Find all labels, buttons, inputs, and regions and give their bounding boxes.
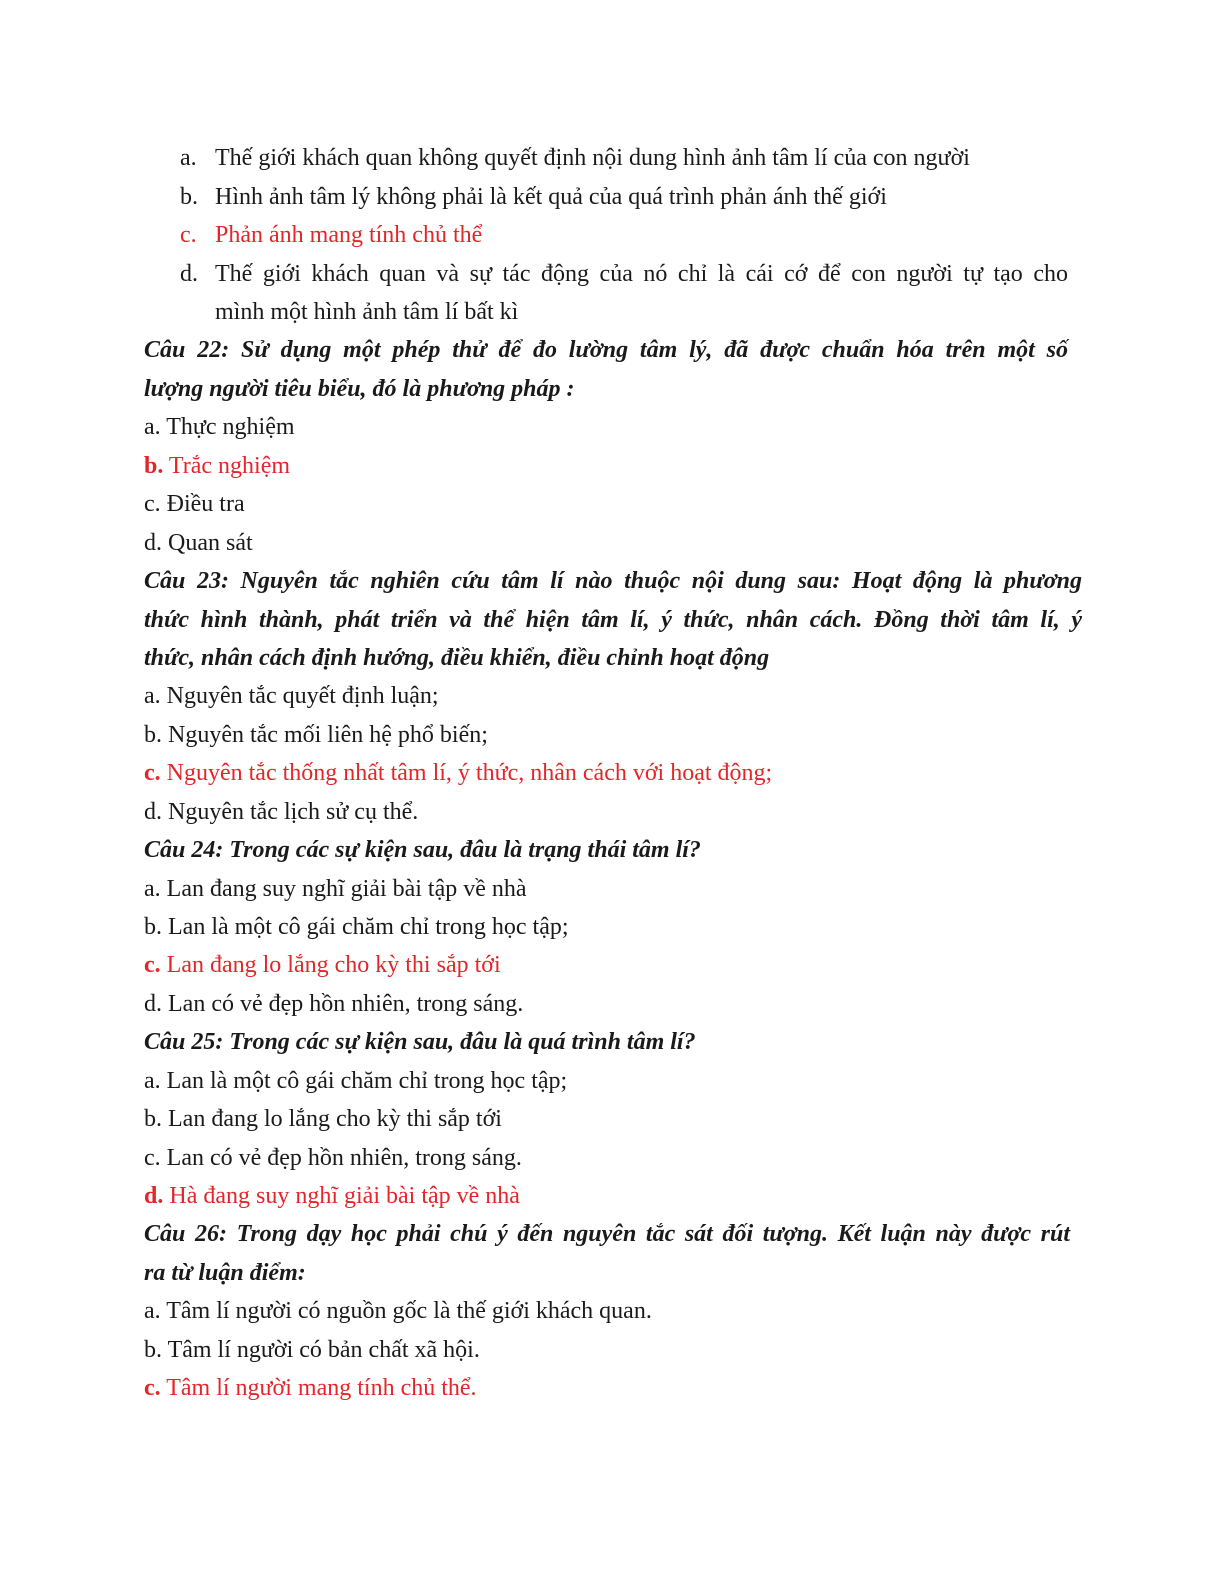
- q25-option-a: a. Lan là một cô gái chăm chỉ trong học tập;: [144, 1068, 568, 1094]
- option-text-d: Thế giới khách quan và sự tác động của nó chỉ là cái cớ để con người tự tạo cho: [215, 261, 1068, 287]
- question-25-line-1: Câu 25: Trong các sự kiện sau, đâu là quá trình tâm lí?: [144, 1029, 696, 1055]
- option-letter-a: a.: [180, 145, 197, 171]
- question-23-line-2: thức hình thành, phát triển và thể hiện tâm lí, ý thức, nhân cách. Đồng thời tâm lí, ý: [144, 607, 1082, 633]
- q26-option-c-text: Tâm lí người mang tính chủ thể.: [160, 1375, 477, 1401]
- q25-option-b: b. Lan đang lo lắng cho kỳ thi sắp tới: [144, 1106, 502, 1132]
- q26-option-c-answer: [144, 1369, 477, 1407]
- q23-option-a: a. Nguyên tắc quyết định luận;: [144, 683, 439, 709]
- question-24-line-1: Câu 24: Trong các sự kiện sau, đâu là trạng thái tâm lí?: [144, 837, 701, 863]
- q25-option-d-answer: [144, 1177, 520, 1215]
- q24-option-d: d. Lan có vẻ đẹp hồn nhiên, trong sáng.: [144, 991, 524, 1017]
- option-text-a: Thế giới khách quan không quyết định nội dung hình ảnh tâm lí của con người: [215, 145, 970, 171]
- option-letter-c-answer: c.: [180, 222, 197, 248]
- q22-option-b-text: Trắc nghiệm: [163, 453, 291, 479]
- q22-option-b-answer: [144, 447, 290, 485]
- q24-option-a: a. Lan đang suy nghĩ giải bài tập về nhà: [144, 876, 527, 902]
- q23-option-c-answer: [144, 754, 772, 792]
- q22-option-a: a. Thực nghiệm: [144, 414, 295, 440]
- q23-option-c-letter: c.: [144, 760, 161, 786]
- q25-option-d-text: Hà đang suy nghĩ giải bài tập về nhà: [163, 1183, 520, 1209]
- q23-option-d: d. Nguyên tắc lịch sử cụ thể.: [144, 799, 419, 825]
- q24-option-c-answer: [144, 946, 501, 984]
- option-letter-b: b.: [180, 184, 198, 210]
- q22-option-c: c. Điều tra: [144, 491, 245, 517]
- q23-option-c-text: Nguyên tắc thống nhất tâm lí, ý thức, nhân cách với hoạt động;: [160, 760, 773, 786]
- q25-option-d-letter: d.: [144, 1183, 164, 1209]
- q22-option-b-letter: b.: [144, 453, 164, 479]
- q26-option-b: b. Tâm lí người có bản chất xã hội.: [144, 1337, 480, 1363]
- question-23-line-3: thức, nhân cách định hướng, điều khiển, điều chỉnh hoạt động: [144, 645, 770, 671]
- q24-option-c-letter: c.: [144, 952, 161, 978]
- option-text-b: Hình ảnh tâm lý không phải là kết quả của quá trình phản ánh thế giới: [215, 184, 887, 210]
- q24-option-b: b. Lan là một cô gái chăm chỉ trong học tập;: [144, 914, 569, 940]
- question-23-line-1: Câu 23: Nguyên tắc nghiên cứu tâm lí nào thuộc nội dung sau: Hoạt động là phương: [144, 568, 1082, 594]
- option-letter-d: d.: [180, 261, 198, 287]
- question-22-line-2: lượng người tiêu biểu, đó là phương pháp :: [144, 376, 575, 402]
- q23-option-b: b. Nguyên tắc mối liên hệ phổ biến;: [144, 722, 488, 748]
- question-26-line-1: Câu 26: Trong dạy học phải chú ý đến nguyên tắc sát đối tượng. Kết luận này được rút: [144, 1221, 1070, 1247]
- q22-option-d: d. Quan sát: [144, 530, 253, 556]
- option-text-c-answer: Phản ánh mang tính chủ thể: [215, 222, 483, 248]
- option-text-d-cont: mình một hình ảnh tâm lí bất kì: [215, 299, 519, 325]
- q25-option-c: c. Lan có vẻ đẹp hồn nhiên, trong sáng.: [144, 1145, 522, 1171]
- q26-option-a: a. Tâm lí người có nguồn gốc là thế giới khách quan.: [144, 1298, 652, 1324]
- q24-option-c-text: Lan đang lo lắng cho kỳ thi sắp tới: [160, 952, 501, 978]
- question-22-line-1: Câu 22: Sử dụng một phép thử để đo lường tâm lý, đã được chuẩn hóa trên một số: [144, 337, 1068, 363]
- question-26-line-2: ra từ luận điểm:: [144, 1260, 306, 1286]
- q26-option-c-letter: c.: [144, 1375, 161, 1401]
